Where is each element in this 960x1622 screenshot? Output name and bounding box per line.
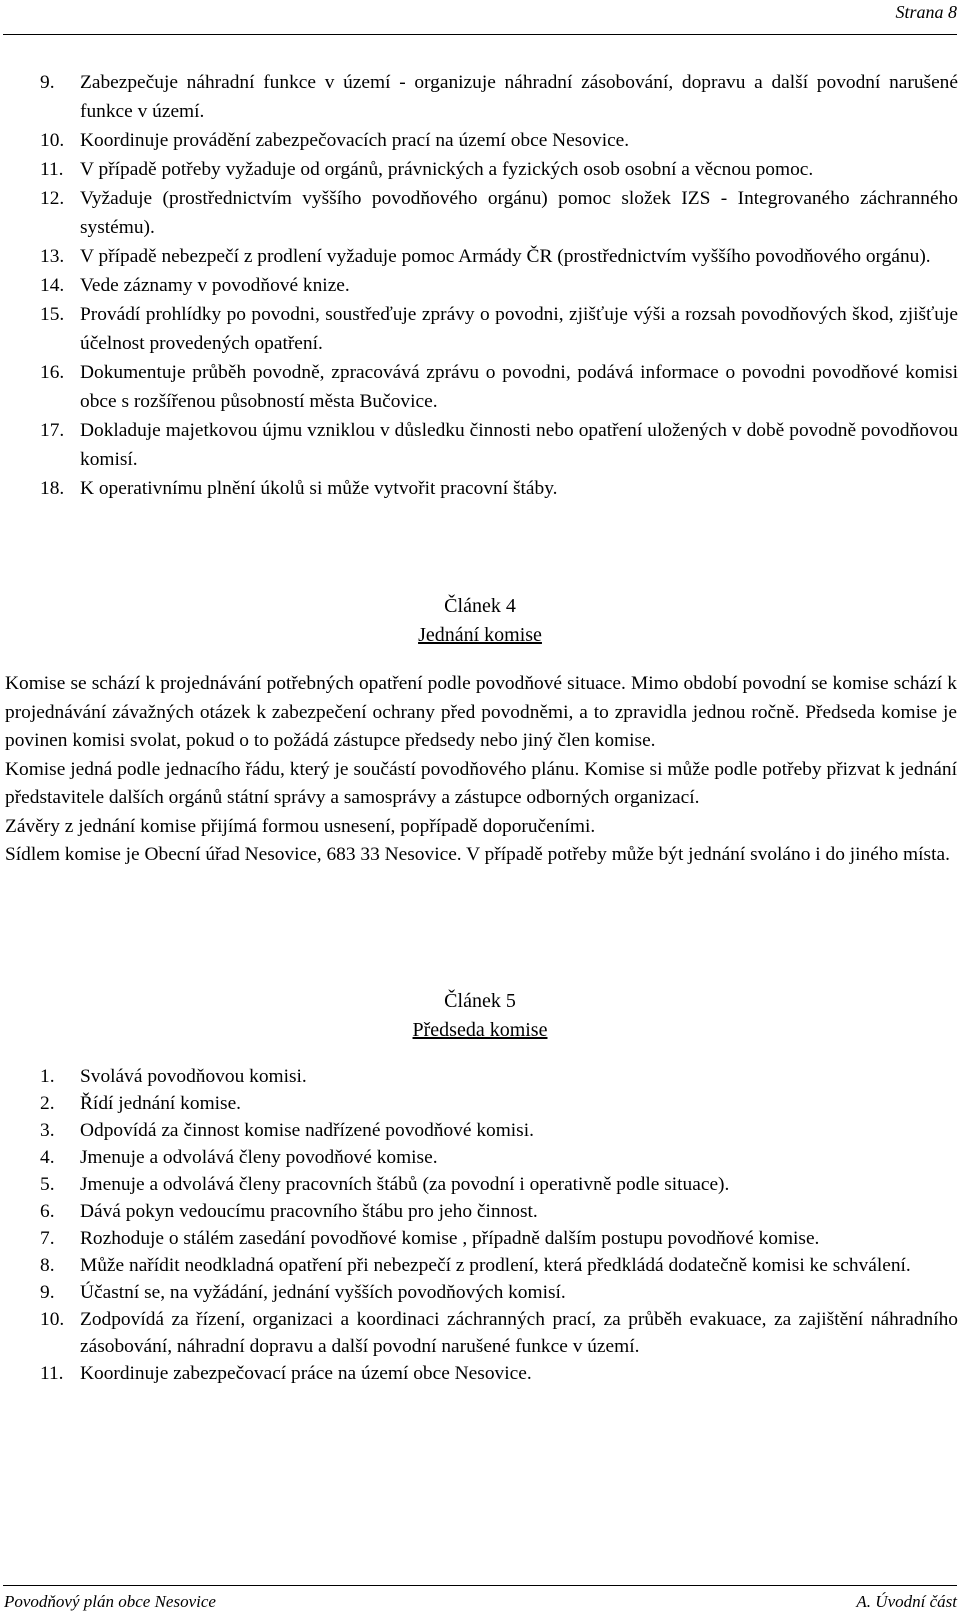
item-number: 14. [40,275,65,296]
item-number: 4. [40,1147,55,1168]
item-text: Provádí prohlídky po povodni, soustřeďuje zprávy o povodni, zjišťuje výši a rozsah povodňových škod, zjišťuje účelnost provedených opatření. [80,304,958,354]
article5-title: Předseda komise [412,1019,548,1041]
header-rule [3,34,957,35]
item-text: K operativnímu plnění úkolů si může vytvořit pracovní štáby. [80,478,558,499]
item-text: Dokladuje majetkovou újmu vzniklou v důsledku činnosti nebo opatření uložených v době povodně povodňovou komisí. [80,420,958,470]
item-text: V případě nebezpečí z prodlení vyžaduje pomoc Armády ČR (prostřednictvím vyššího povodňového orgánu). [80,246,931,267]
list-item [40,1252,958,1279]
list-item [40,1090,958,1117]
list-item [40,1198,958,1225]
list-item [40,474,958,503]
page-footer [0,1585,960,1622]
list-item [40,184,958,242]
list-item [40,1225,958,1252]
list-item [40,271,958,300]
item-number: 10. [40,1309,65,1330]
item-number: 3. [40,1120,55,1141]
item-text: Odpovídá za činnost komise nadřízené povodňové komisi. [80,1120,534,1141]
article4-paragraph: Komise se schází k projednávání potřebných opatření podle povodňové situace. Mimo období povodní se komise schází k projednávání závažných otázek k zabezpečení ochrany před povodněmi, a to zpravidla jednou ročně. Předseda komise je povinen komisi svolat, pokud o to požádá zástupce předsedy nebo jiný člen komise. [5,673,957,751]
article4-body [5,670,957,870]
article4-paragraph: Závěry z jednání komise přijímá formou usnesení, popřípadě doporučeními. [5,815,596,837]
list-item [40,155,958,184]
item-text: Rozhoduje o stálém zasedání povodňové komise , případně dalším postupu povodňové komise. [80,1228,820,1249]
item-number: 10. [40,130,65,151]
item-text: Zodpovídá za řízení, organizaci a koordinaci záchranných prací, za průběh evakuace, za zajištění náhradního zásobování, náhradní dopravu a další povodní narušené funkce v území. [80,1309,958,1357]
item-text: Zabezpečuje náhradní funkce v území - organizuje náhradní zásobování, dopravu a další povodní narušené funkce v území. [80,72,958,122]
item-text: Vede záznamy v povodňové knize. [80,275,350,296]
item-text: Řídí jednání komise. [80,1093,242,1114]
list-item [40,1063,958,1090]
item-number: 2. [40,1093,55,1114]
list-item [40,1117,958,1144]
footer-document-title: Povodňový plán obce Nesovice [4,1592,216,1611]
page-number: Strana 8 [895,2,957,22]
item-text: Vyžaduje (prostřednictvím vyššího povodňového orgánu) pomoc složek IZS - Integrovaného záchranného systému). [80,188,958,238]
item-number: 12. [40,188,65,209]
item-number: 15. [40,304,65,325]
list-item [40,416,958,474]
list-item [40,1360,958,1387]
list-item [40,242,958,271]
article5-number: Článek 5 [444,990,516,1012]
item-text: Jmenuje a odvolává členy pracovních štábů (za povodní i operativně podle situace). [80,1174,730,1195]
item-text: Svolává povodňovou komisi. [80,1066,307,1087]
item-number: 7. [40,1228,55,1249]
list-item [40,1306,958,1360]
list-item [40,300,958,358]
task-list-continued [40,68,958,503]
article4-number: Článek 4 [444,595,516,617]
item-text: Účastní se, na vyžádání, jednání vyšších povodňových komisí. [80,1282,566,1303]
list-item [40,1144,958,1171]
item-number: 13. [40,246,65,267]
article4-paragraph: Sídlem komise je Obecní úřad Nesovice, 683 33 Nesovice. V případě potřeby může být jednání svoláno i do jiného místa. [5,844,950,865]
list-item [40,358,958,416]
item-number: 9. [40,1282,55,1303]
item-number: 18. [40,478,65,499]
article4-title: Jednání komise [418,624,542,646]
list-item [40,1171,958,1198]
item-text: Může nařídit neodkladná opatření při nebezpečí z prodlení, která předkládá dodatečně komisi ke schválení. [80,1255,911,1276]
footer-section-title: A. Úvodní část [856,1592,957,1611]
chairman-duties-list [40,1063,958,1387]
item-number: 6. [40,1201,55,1222]
item-number: 11. [40,1363,64,1384]
item-text: Koordinuje zabezpečovací práce na území obce Nesovice. [80,1363,532,1384]
list-item [40,126,958,155]
item-text: V případě potřeby vyžaduje od orgánů, právnických a fyzických osob osobní a věcnou pomoc. [80,159,814,180]
item-text: Dává pokyn vedoucímu pracovního štábu pro jeho činnost. [80,1201,538,1222]
item-number: 17. [40,420,65,441]
list-item [40,68,958,126]
item-text: Dokumentuje průběh povodně, zpracovává zprávu o povodni, podává informace o povodni povodňové komisi obce s rozšířenou působností města Bučovice. [80,362,958,412]
item-number: 16. [40,362,65,383]
item-number: 11. [40,159,64,180]
footer-rule [3,1585,957,1586]
item-text: Koordinuje provádění zabezpečovacích prací na území obce Nesovice. [80,130,630,151]
item-number: 1. [40,1066,55,1087]
item-number: 5. [40,1174,55,1195]
article4-paragraph: Komise jedná podle jednacího řádu, který je součástí povodňového plánu. Komise si může podle potřeby přizvat k jednání představitele dalších orgánů státní správy a samosprávy a zástupce odborných organizací. [5,758,957,808]
item-number: 9. [40,72,55,93]
list-item [40,1279,958,1306]
item-number: 8. [40,1255,55,1276]
item-text: Jmenuje a odvolává členy povodňové komise. [80,1147,438,1168]
page-header [0,0,960,36]
